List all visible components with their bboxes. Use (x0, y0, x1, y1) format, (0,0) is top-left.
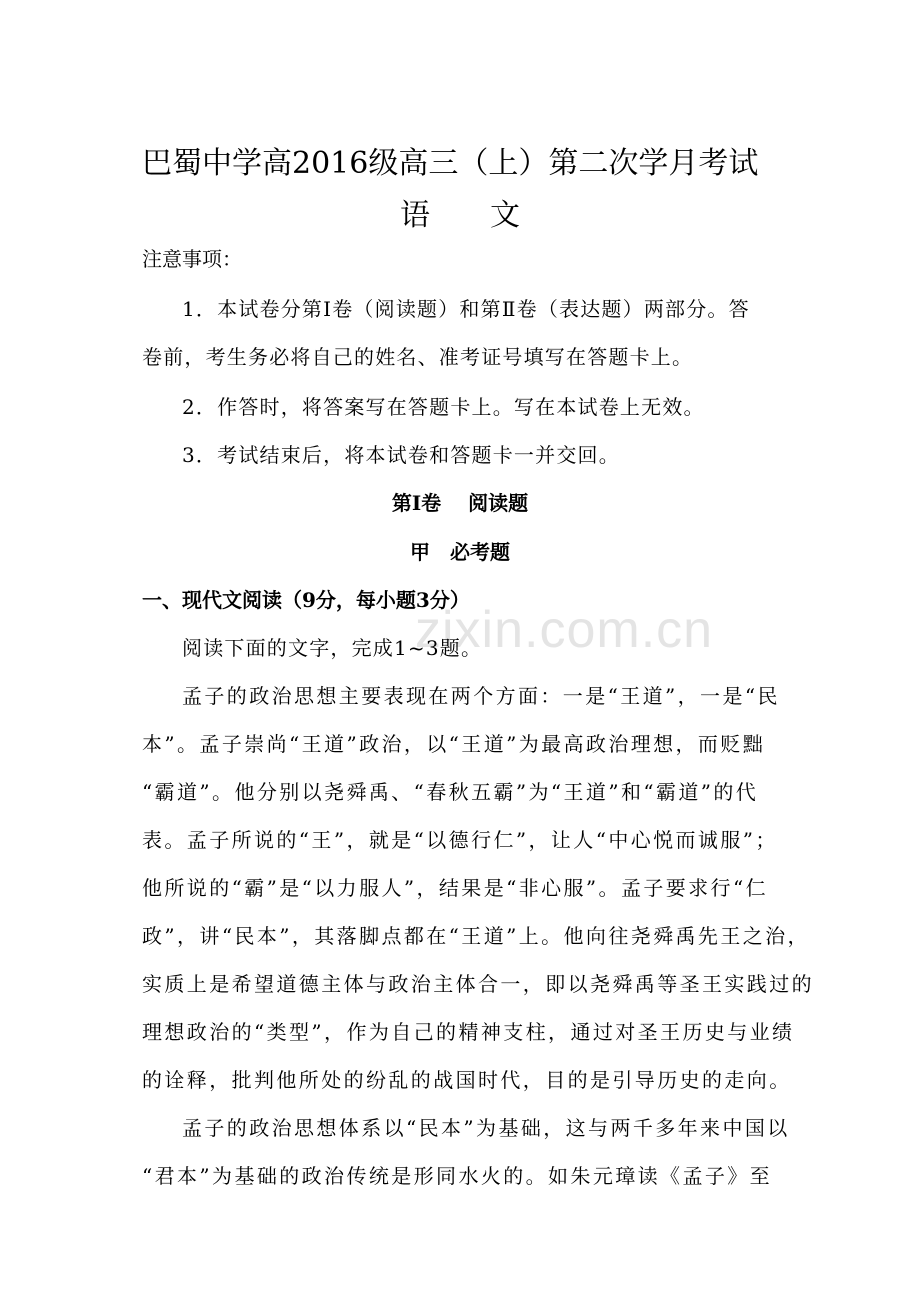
notice-item-3: 3．考试结束后，将本试卷和答题卡一并交回。 (182, 443, 620, 467)
subject-title: 语文 (400, 198, 580, 233)
passage-line: 政”，讲“民本”，其落脚点都在“王道”上。他向往尧舜禹先王之治， (142, 924, 810, 948)
passage-line: “君本”为基础的政治传统是形同水火的。如朱元璋读《孟子》至 (142, 1164, 773, 1188)
passage-line: 本”。孟子崇尚“王道”政治，以“王道”为最高政治理想，而贬黜 (142, 732, 766, 756)
passage-line: 孟子的政治思想主要表现在两个方面：一是“王道”，一是“民 (182, 684, 780, 708)
passage-line: 表。孟子所说的“王”，就是“以德行仁”，让人“中心悦而诚服”； (142, 828, 778, 852)
notice-item-2: 2．作答时，将答案写在答题卡上。写在本试卷上无效。 (182, 395, 705, 419)
passage-line: 他所说的“霸”是“以力服人”，结果是“非心服”。孟子要求行“仁 (142, 876, 768, 900)
passage-line: 的诠释，批判他所处的纷乱的战国时代，目的是引导历史的走向。 (142, 1068, 792, 1092)
notice-item-1-line-1: 1．本试卷分第Ⅰ卷（阅读题）和第Ⅱ卷（表达题）两部分。答 (182, 297, 750, 321)
part-heading: 甲 必考题 (410, 540, 510, 564)
notice-item-1-line-2: 卷前，考生务必将自己的姓名、准考证号填写在答题卡上。 (142, 345, 694, 369)
question-heading: 一、现代文阅读（9分，每小题3分） (142, 588, 470, 612)
reading-instruction: 阅读下面的文字，完成1~3题。 (182, 636, 483, 660)
passage-line: “霸道”。他分别以尧舜禹、“春秋五霸”为“王道”和“霸道”的代 (142, 780, 759, 804)
watermark: zixin.com.cn (415, 601, 714, 659)
notice-heading: 注意事项： (142, 247, 242, 271)
exam-title: 巴蜀中学高2016级高三（上）第二次学月考试 (142, 146, 759, 181)
passage-line: 理想政治的“类型”，作为自己的精神支柱，通过对圣王历史与业绩 (142, 1020, 795, 1044)
passage-line: 实质上是希望道德主体与政治主体合一，即以尧舜禹等圣王实践过的 (142, 972, 814, 996)
volume-heading: 第Ⅰ卷 阅读题 (391, 491, 529, 515)
passage-line: 孟子的政治思想体系以“民本”为基础，这与两千多年来中国以 (182, 1116, 790, 1140)
